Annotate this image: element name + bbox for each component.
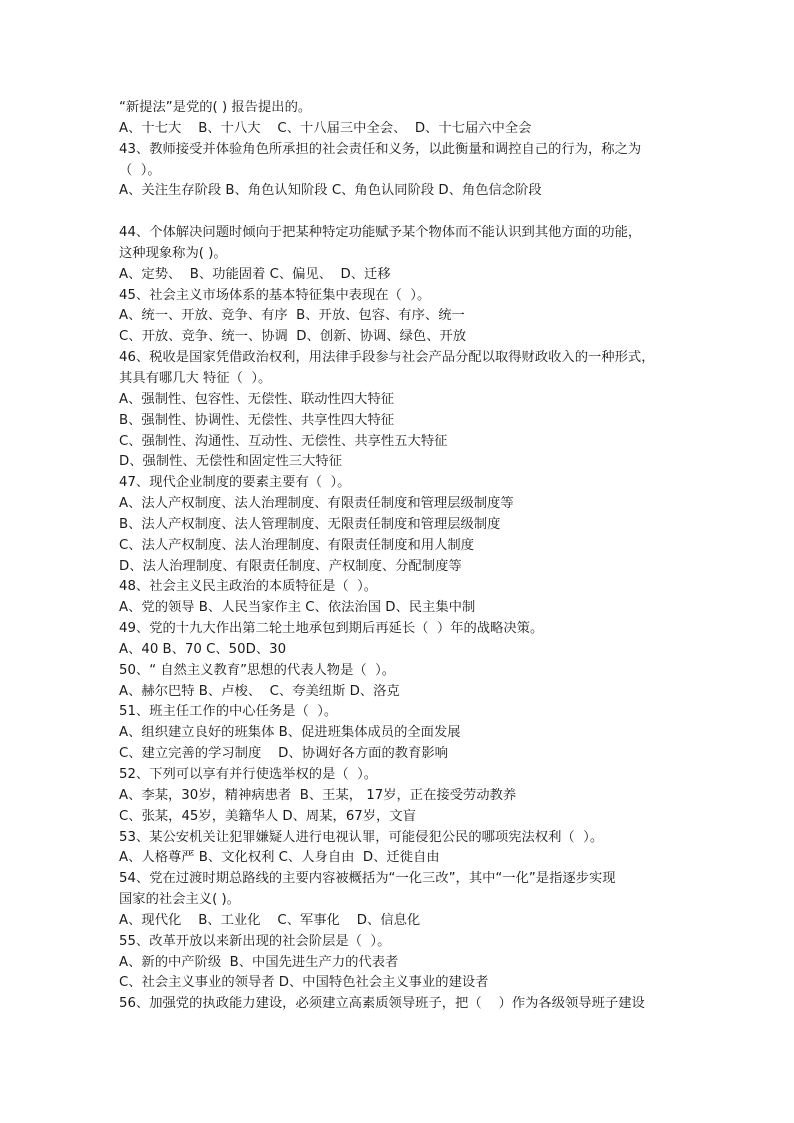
blank-line [119,202,679,223]
text-line: 47、现代企业制度的要素主要有（ ）。 [119,475,351,491]
text-line: A、强制性、包容性、无偿性、联动性四大特征 [119,391,395,407]
text-line: C、社会主义事业的领导者 D、中国特色社会主义事业的建设者 [119,975,489,991]
text-line: B、强制性、协调性、无偿性、共享性四大特征 [119,412,395,428]
text-line: 43、教师接受并体验角色所承担的社会责任和义务，以此衡量和调控自己的行为，称之为 [119,141,642,157]
text-line: 50、“ 自然主义教育”思想的代表人物是（ ）。 [119,662,396,678]
text-line: 52、下列可以享有并行使选举权的是（ ）。 [119,767,378,782]
text-line: A、定势、 B、功能固着 C、偏见、 D、迁移 [119,266,391,282]
text-line: A、新的中产阶级 B、中国先进生产力的代表者 [119,954,399,970]
text-line: 53、某公安机关让犯罪嫌疑人进行电视认罪，可能侵犯公民的哪项宪法权利（ ）。 [119,829,604,845]
text-line: 这种现象称为( )。 [119,245,227,261]
text-line: A、李某，30岁，精神病患者 B、王某， 17岁，正在接受劳动教养 [119,787,517,803]
text-line: D、法人治理制度、有限责任制度、产权制度、分配制度等 [119,558,462,574]
text-line: A、关注生存阶段 B、角色认知阶段 C、角色认同阶段 D、角色信念阶段 [119,183,542,199]
text-line: A、人格尊严 B、文化权利 C、人身自由 D、迁徙自由 [119,850,440,866]
text-line: 49、党的十九大作出第二轮土地承包到期后再延长（ ）年的战略决策。 [119,621,544,637]
text-line: 46、税收是国家凭借政治权利，用法律手段参与社会产品分配以取得财政收入的一种形式， [119,350,655,366]
text-line: 45、社会主义市场体系的基本特征集中表现在（ ）。 [119,287,431,303]
text-line: C、法人产权制度、法人治理制度、有限责任制度和用人制度 [119,537,475,553]
text-line: A、统一、开放、竞争、有序 B、开放、包容、有序、统一 [119,308,465,324]
text-line: 国家的社会主义( )。 [119,892,240,908]
text-line: C、建立完善的学习制度 D、协调好各方面的教育影响 [119,746,448,762]
text-line: A、赫尔巴特 B、卢梭、 C、夸美纽斯 D、洛克 [119,683,400,699]
text-line: 55、改革开放以来新出现的社会阶层是（ ）。 [119,933,391,949]
text-line: （ ）。 [119,162,161,178]
text-line: A、40 B、70 C、50D、30 [119,641,287,657]
text-line: D、强制性、无偿性和固定性三大特征 [119,454,342,470]
text-line: 56、加强党的执政能力建设，必须建立高素质领导班子，把（ ）作为各级领导班子建设 [119,996,645,1012]
text-line: C、开放、竞争、统一、协调 D、创新、协调、绿色、开放 [119,329,467,345]
text-line: B、法人产权制度、法人管理制度、无限责任制度和管理层级制度 [119,516,501,532]
text-line: 51、班主任工作的中心任务是（ ）。 [119,704,338,720]
text-line: C、张某，45岁，美籍华人 D、周某，67岁，文盲 [119,808,416,824]
text-line: A、十七大 B、十八大 C、十八届三中全会、 D、十七届六中全会 [119,120,532,136]
question-text-block [119,98,679,1015]
text-line: C、强制性、沟通性、互动性、无偿性、共享性五大特征 [119,433,448,449]
text-line: 44、个体解决问题时倾向于把某种特定功能赋予某个物体而不能认识到其他方面的功能， [119,225,642,241]
text-line: A、法人产权制度、法人治理制度、有限责任制度和管理层级制度等 [119,496,514,512]
text-line: A、党的领导 B、人民当家作主 C、依法治国 D、民主集中制 [119,600,476,616]
text-line: “新提法”是党的( ) 报告提出的。 [119,100,312,115]
text-line: A、组织建立良好的班集体 B、促进班集体成员的全面发展 [119,725,461,741]
text-line: 54、党在过渡时期总路线的主要内容被概括为“一化三改”，其中“一化”是指逐步实现 [119,871,616,887]
text-line: 其具有哪几大 特征（ ）。 [119,370,272,386]
text-line: 48、社会主义民主政治的本质特征是（ ）。 [119,579,378,595]
text-line: A、现代化 B、工业化 C、军事化 D、信息化 [119,912,421,928]
